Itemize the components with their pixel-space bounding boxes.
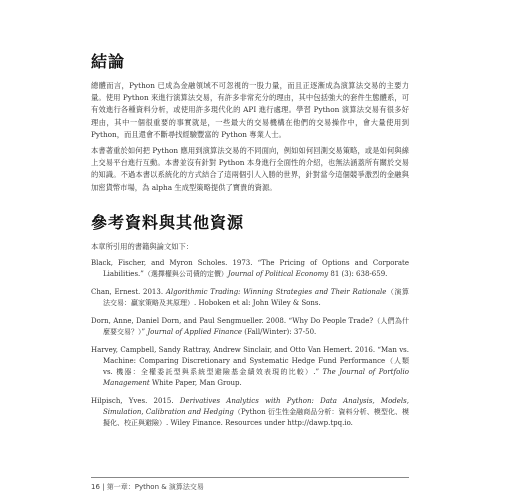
reference-text: （Python 衍生性金融商品分析：資料分析、模型化、模擬化、校正與避險）. Wiley Finance. Resources under http://dawp.tpq.io.	[103, 407, 409, 427]
reference-title: Journal of Applied Finance	[147, 327, 243, 336]
reference-text: Dorn, Anne, Daniel Dorn, and Paul Sengmueller. 2008. “Why Do People Trade?（人們為什麼要交易？）”	[91, 316, 409, 336]
chapter-title: 第一章：Python & 演算法交易	[106, 483, 204, 491]
reference-text: White Paper, Man Group.	[149, 378, 242, 387]
page-number: 16	[91, 483, 100, 491]
reference-item	[91, 345, 409, 389]
footer-text	[91, 482, 409, 492]
reference-title: Journal of Political Economy	[227, 269, 329, 278]
reference-text: Harvey, Campbell, Sandy Rattray, Andrew Sinclair, and Otto Van Hemert. 2016. “Man vs. Machine: Comparing Discretionary and Systematic Hedge Fund Performance（人類 vs. 機器：全權委託型與系統型避險基金績效表現的比較）.”	[91, 345, 409, 376]
section-heading-references: 參考資料與其他資源	[91, 212, 245, 232]
reference-text: 81 (3): 638-659.	[328, 269, 388, 278]
reference-list	[91, 258, 409, 429]
reference-text: Hilpisch, Yves. 2015.	[91, 396, 180, 405]
reference-item	[91, 316, 409, 338]
section-heading-conclusion: 結論	[91, 52, 126, 71]
body-paragraph: 本書著重於如何把 Python 應用到演算法交易的不同面向，例如如何回測交易策略，或是如何與線上交易平台進行互動。本書並沒有針對 Python 本身進行全面性的介紹，也無法涵蓋所有關於交易的知識。不過本書以系統化的方式結合了這兩個引人入勝的世界，針對當今這個競爭激烈的金融與加密貨幣市場，為 alpha 生成型策略提供了寶貴的資源。	[91, 146, 409, 192]
footer-separator: |	[102, 483, 105, 491]
page-footer	[91, 477, 409, 492]
reference-title: Algorithmic Trading: Winning Strategies and Their Rationale	[165, 287, 387, 296]
references-section	[91, 210, 409, 429]
reference-item	[91, 287, 409, 309]
references-intro: 本章所引用的書籍與論文如下：	[91, 241, 194, 251]
footer-divider	[91, 477, 409, 478]
page-content	[91, 49, 409, 436]
reference-text: Chan, Ernest. 2013.	[91, 287, 166, 296]
reference-item	[91, 396, 409, 429]
conclusion-section	[91, 49, 409, 194]
reference-text: Black, Fischer, and Myron Scholes. 1973. “The Pricing of Options and Corporate Liabilities.”（選擇權與公司債的定價）	[91, 258, 409, 278]
body-paragraph: 總體而言，Python 已成為金融領域不可忽視的一股力量，而且正逐漸成為演算法交易的主要力量。使用 Python 來進行演算法交易，有許多非常充分的理由，其中包括強大的套件生態體系，可有效進行各種資料分析，或使用許多現代化的 API 進行處理。學習 Python 演算法交易有很多好理由，其中一個很重要的事實就是，一些最大的交易機構在他們的交易操作中，會大量使用到 Python，而且還會不斷尋找經驗豐富的 Python 專業人士。	[91, 81, 409, 139]
reference-title: Derivatives Analytics with Python: Data Analysis, Models, Simulation, Calibration and Hedging	[103, 396, 409, 416]
reference-text: (Fall/Winter): 37-50.	[242, 327, 317, 336]
reference-text: （演算法交易：贏家策略及其原理）. Hoboken et al: John Wiley & Sons.	[103, 287, 409, 307]
reference-title: The Journal of Portfolio Management	[103, 367, 409, 387]
reference-item	[91, 258, 409, 280]
